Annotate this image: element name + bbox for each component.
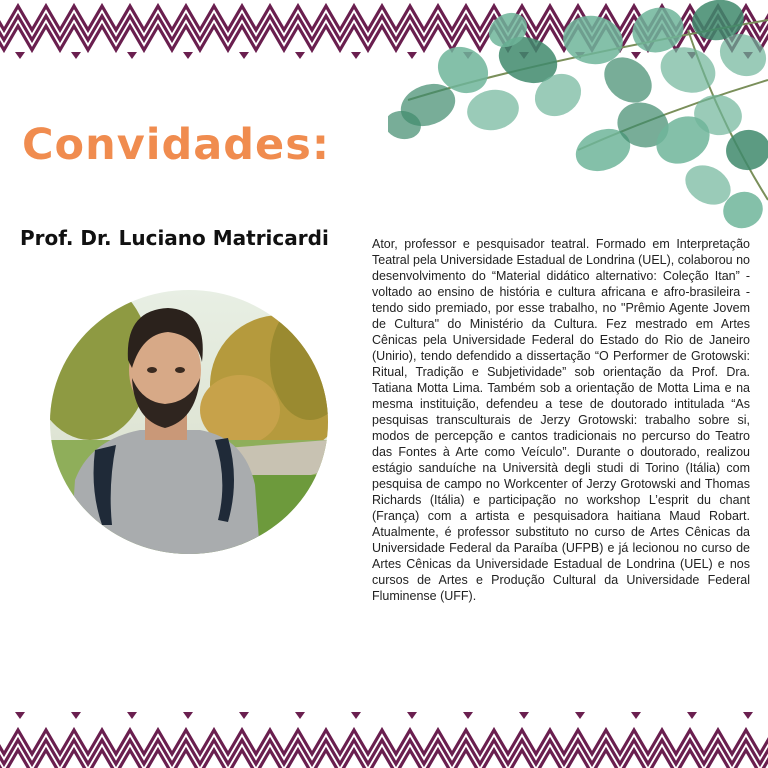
guest-biography: Ator, professor e pesquisador teatral. Formado em Interpretação Teatral pela Universidade Estadual de Londrina (UEL), colaborou no desenvolvimento do “Material didático alternativo: Coleção Itan” - voltado ao ensino de história e cultura africana e afro-brasileira - tendo sido premiado, por esse trabalho, no "Prêmio Agente Jovem de Cultura" do Ministério da Cultura. Fez mestrado em Artes Cênicas pela Universidade Federal do Estado do Rio de Janeiro (Unirio), tendo defendido a dissertação “O Performer de Grotowski: Ritual, Tradição e Subjetividade” sob orientação da Prof. Dra. Tatiana Motta Lima. Também sob a orientação de Motta Lima e na mesma instituição, defendeu a tese de doutorado intitulada “As pesquisas transculturais de Jerzy Grotowski: trabalho sobre si, modos de percepção e cantos tradicionais no percurso do Teatro das Fontes à Arte como Veículo”. Durante o doutorado, realizou estágio sanduíche na Università degli studi di Torino (Itália) com pesquisa de campo no Workcenter of Jerzy Grotowski and Thomas Richards (Itália) e participação no workshop L’esprit du chant (França) com a artista e pesquisadora haitiana Maud Robart. Atualmente, é professor substituto no curso de Artes Cênicas da Universidade Federal da Paraíba (UFPB) e já lecionou no curso de Artes Cênicas da Universidade Estadual de Londrina (UEL) e nos cursos de Artes e Produção Cultural da Universidade Federal Fluminense (UFF).	[372, 237, 751, 603]
eucalyptus-leaves-decoration	[388, 0, 768, 240]
section-heading: Convidades:	[22, 120, 331, 170]
guest-name: Prof. Dr. Luciano Matricardi	[20, 226, 329, 250]
bottom-zigzag-border	[0, 700, 768, 768]
guest-portrait-photo	[50, 290, 328, 554]
